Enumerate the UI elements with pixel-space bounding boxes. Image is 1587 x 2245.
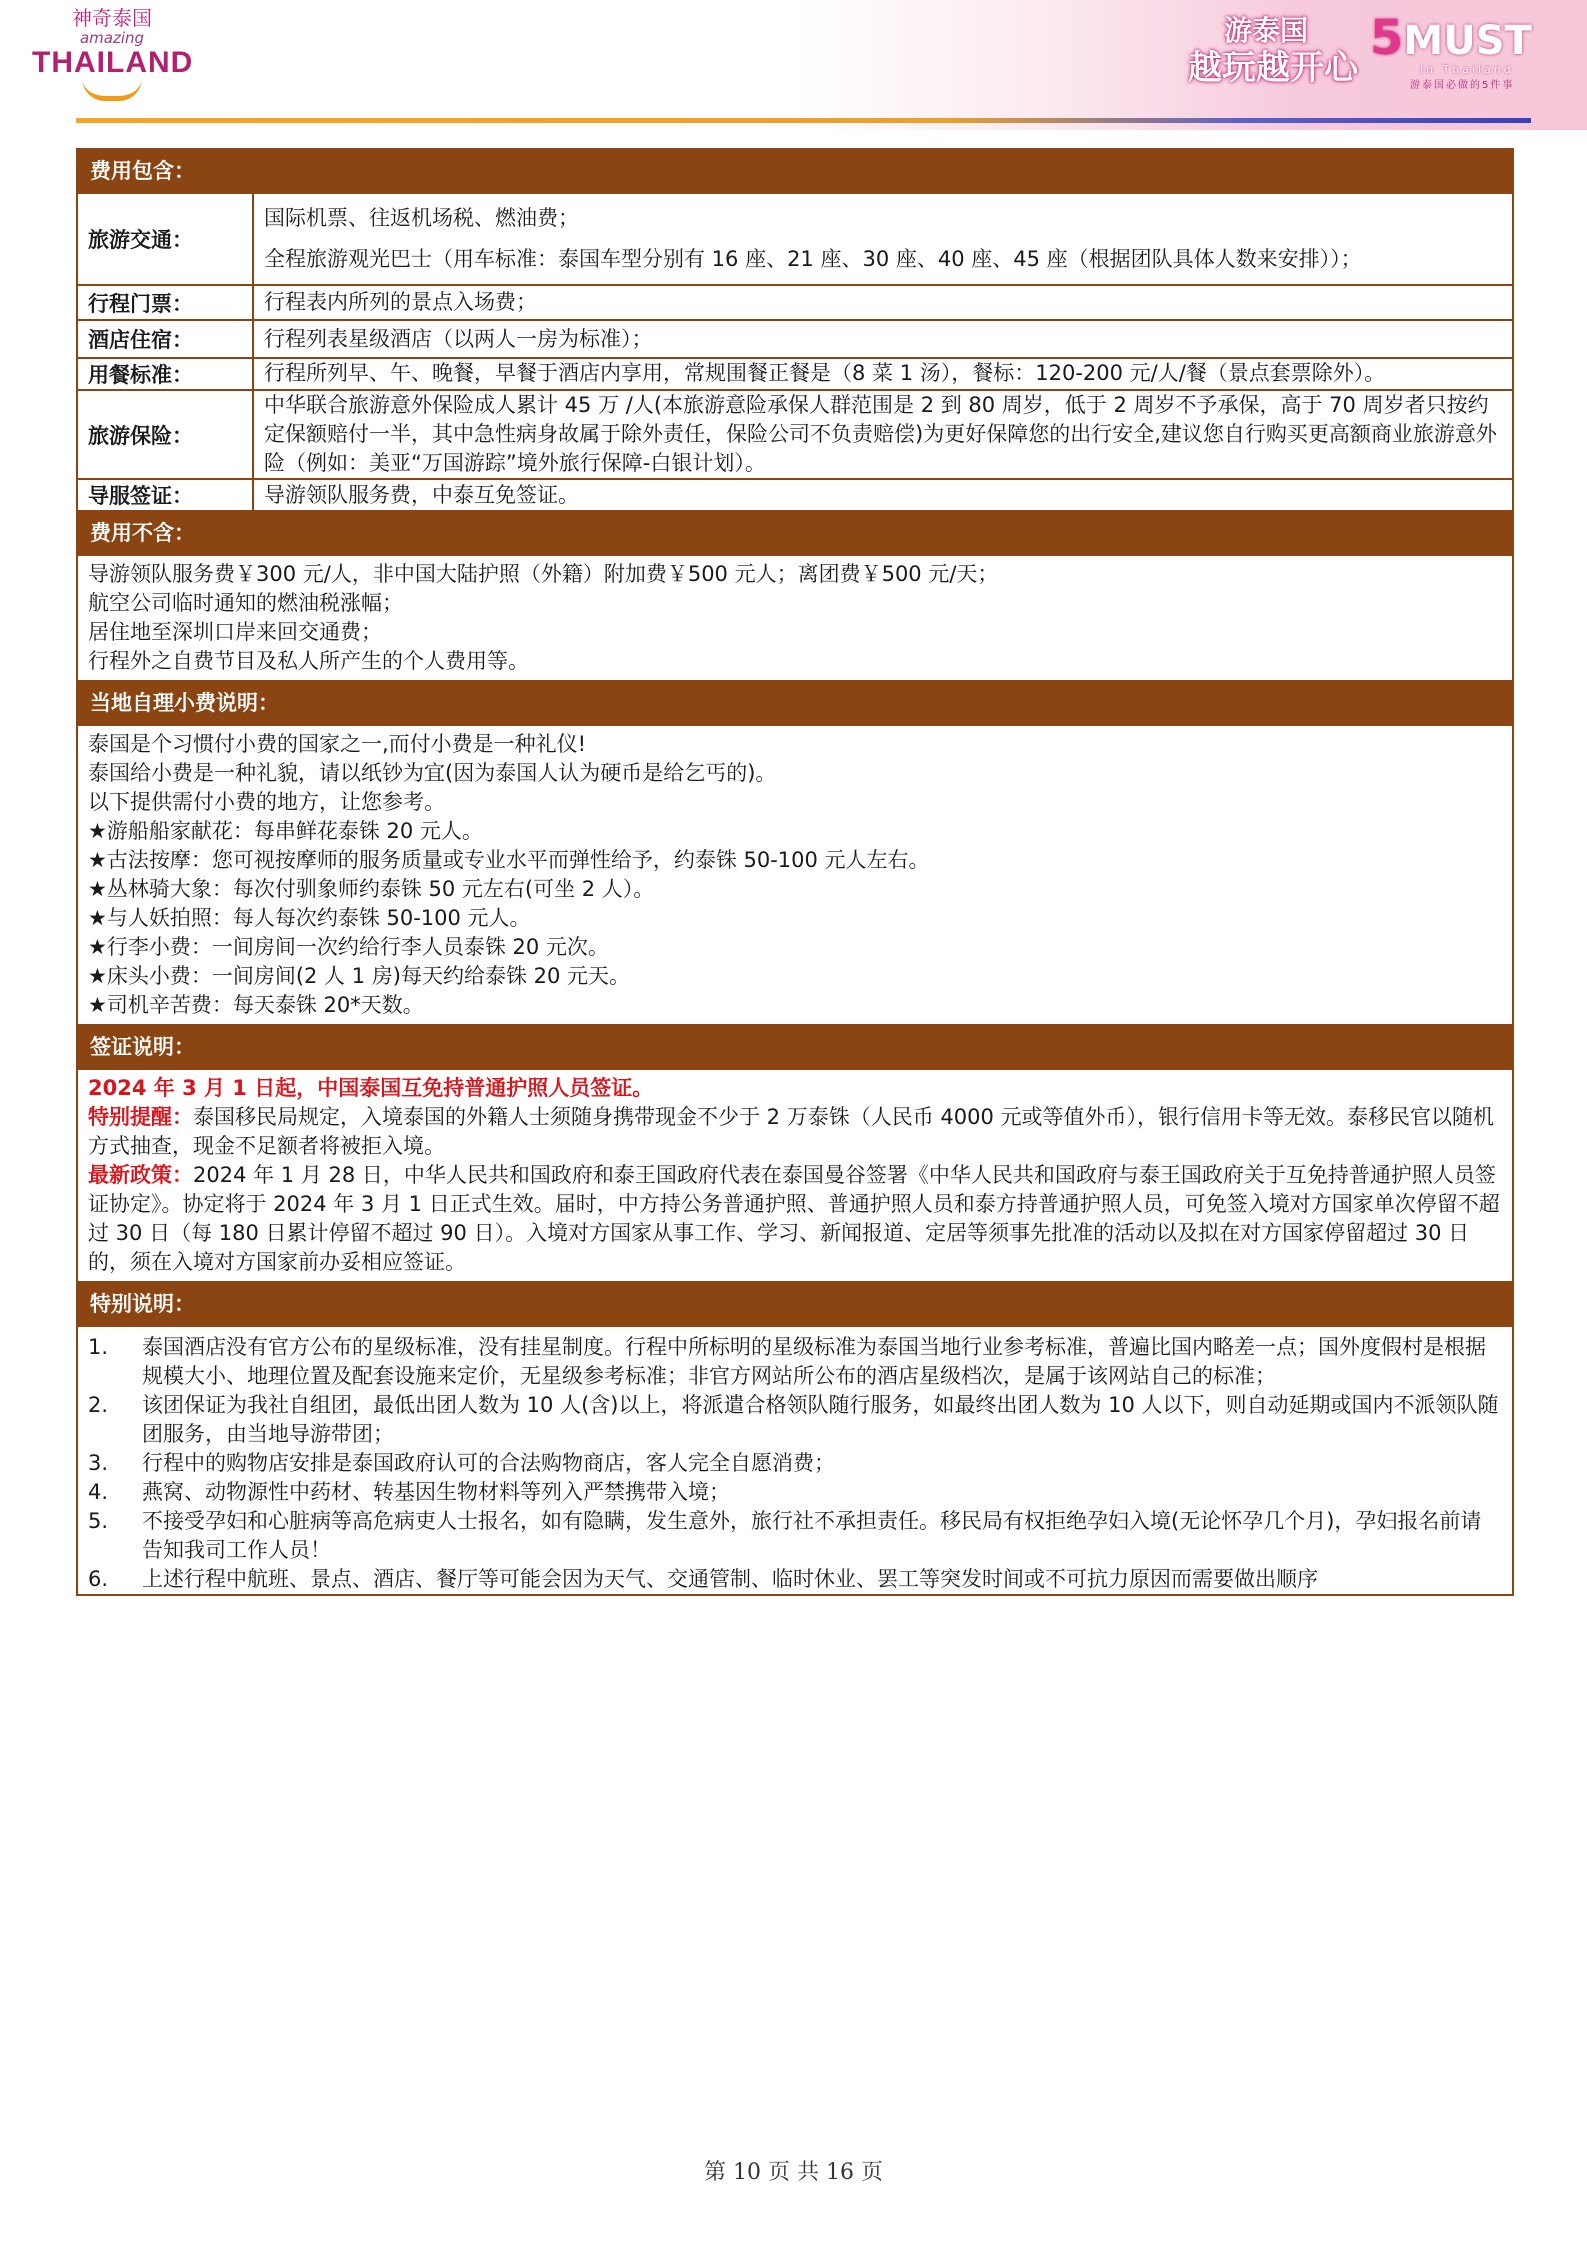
- item-number: 1.: [88, 1335, 109, 1359]
- row-label: 旅游保险：: [78, 391, 254, 478]
- logo-amazing-text: amazing: [79, 29, 145, 47]
- slogan-logo: [1188, 14, 1358, 94]
- page-footer: 第 10 页 共 16 页: [704, 2160, 883, 2185]
- slogan-line-1: 游泰国: [1224, 14, 1309, 47]
- excluded-content: [78, 554, 1512, 680]
- excluded-line: 居住地至深圳口岸来回交通费；: [88, 620, 382, 644]
- list-item: [88, 1391, 1502, 1449]
- included-row: [78, 284, 1512, 319]
- must-title: [1370, 10, 1532, 66]
- itinerary-table: [76, 148, 1514, 1596]
- amazing-thailand-logo: [32, 6, 192, 111]
- visa-content: [78, 1068, 1512, 1281]
- logo-cn-text: 神奇泰国: [72, 6, 152, 30]
- policy-label: 最新政策：: [88, 1163, 193, 1187]
- row-value: [254, 359, 1512, 389]
- row-line: 行程表内所列的景点入场费；: [264, 290, 537, 314]
- row-line: 全程旅游观光巴士（用车标准：泰国车型分别有 16 座、21 座、30 座、40 座、45 座（根据团队具体人数来安排））；: [264, 247, 1362, 271]
- included-row: [78, 389, 1512, 478]
- row-line: 行程列表星级酒店（以两人一房为标准）；: [264, 327, 653, 351]
- visa-headline: 2024 年 3 月 1 日起，中国泰国互免持普通护照人员签证。: [88, 1076, 654, 1100]
- list-item: [88, 1333, 1502, 1391]
- list-item: [88, 1478, 1502, 1507]
- row-label: 旅游交通：: [78, 194, 254, 284]
- visa-policy: [88, 1161, 1502, 1277]
- row-value: [254, 391, 1512, 478]
- logo-thailand-text: THAILAND: [32, 46, 194, 79]
- tips-title: 当地自理小费说明：: [78, 680, 1512, 724]
- excluded-line: 行程外之自费节目及私人所产生的个人费用等。: [88, 649, 529, 673]
- list-item: [88, 1565, 1502, 1594]
- slogan-line-2: 越玩越开心: [1188, 48, 1358, 88]
- reminder-text: 泰国移民局规定，入境泰国的外籍人士须随身携带现金不少于 2 万泰铢（人民币 4000 元或等值外币），银行信用卡等无效。泰移民官以随机方式抽查，现金不足额者将被拒入境。: [88, 1105, 1495, 1158]
- included-row: [78, 192, 1512, 284]
- must-cn: 游泰国必做的5件事: [1410, 80, 1515, 91]
- included-row: [78, 357, 1512, 389]
- row-line: 国际机票、往返机场税、燃油费；: [264, 206, 579, 230]
- row-label: 行程门票：: [78, 286, 254, 319]
- row-value: [254, 194, 1512, 284]
- excluded-title: 费用不含：: [78, 510, 1512, 554]
- row-value: [254, 480, 1512, 510]
- special-list: [78, 1325, 1512, 1594]
- tips-line: ★游船船家献花：每串鲜花泰铢 20 元人。: [88, 819, 483, 843]
- included-row: [78, 478, 1512, 510]
- row-value: [254, 321, 1512, 357]
- item-text: 上述行程中航班、景点、酒店、餐厅等可能会因为天气、交通管制、临时休业、罢工等突发时间或不可抗力原因而需要做出顺序: [142, 1567, 1318, 1591]
- header-divider: [76, 118, 1531, 123]
- item-text: 不接受孕妇和心脏病等高危病吏人士报名，如有隐瞒，发生意外，旅行社不承担责任。移民局有权拒绝孕妇入境(无论怀孕几个月)，孕妇报名前请告知我司工作人员！: [142, 1509, 1482, 1562]
- row-line: 中华联合旅游意外保险成人累计 45 万 /人(本旅游意险承保人群范围是 2 到 80 周岁，低于 2 周岁不予承保，高于 70 周岁者只按约定保额赔付一半，其中急性病身故属于除外责任，保险公司不负责赔偿)为更好保障您的出行安全,建议您自行购买更高额商业旅游意外险（例如：美亚“万国游踪”境外旅行保障-白银计划）。: [264, 393, 1497, 475]
- must-logo: [1370, 10, 1532, 96]
- row-value: [254, 286, 1512, 319]
- reminder-label: 特别提醒：: [88, 1105, 193, 1129]
- item-text: 行程中的购物店安排是泰国政府认可的合法购物商店，客人完全自愿消费；: [142, 1451, 835, 1475]
- excluded-line: 导游领队服务费￥300 元/人，非中国大陆护照（外籍）附加费￥500 元人；离团费￥500 元/天；: [88, 562, 999, 586]
- row-line: 导游领队服务费，中泰互免签证。: [264, 483, 579, 507]
- tips-line: ★行李小费：一间房间一次约给行李人员泰铢 20 元次。: [88, 935, 609, 959]
- tips-line: ★与人妖拍照：每人每次约泰铢 50-100 元人。: [88, 906, 531, 930]
- list-item: [88, 1507, 1502, 1565]
- visa-reminder: [88, 1103, 1502, 1161]
- item-number: 2.: [88, 1393, 109, 1417]
- tips-content: [78, 724, 1512, 1024]
- row-label: 酒店住宿：: [78, 321, 254, 357]
- item-number: 6.: [88, 1567, 109, 1591]
- must-number: 5: [1370, 10, 1404, 66]
- tips-line: 以下提供需付小费的地方，让您参考。: [88, 790, 445, 814]
- must-word: MUST: [1403, 18, 1532, 64]
- list-item: [88, 1449, 1502, 1478]
- item-number: 4.: [88, 1480, 109, 1504]
- item-text: 燕窝、动物源性中药材、转基因生物材料等列入严禁携带入境；: [142, 1480, 730, 1504]
- tips-line: 泰国给小费是一种礼貌，请以纸钞为宜(因为泰国人认为硬币是给乞丐的)。: [88, 761, 777, 785]
- included-title: 费用包含：: [78, 150, 1512, 192]
- visa-title: 签证说明：: [78, 1024, 1512, 1068]
- row-line: 行程所列早、午、晚餐，早餐于酒店内享用，常规围餐正餐是（8 菜 1 汤），餐标：120-200 元/人/餐（景点套票除外）。: [264, 361, 1386, 385]
- special-title: 特别说明：: [78, 1281, 1512, 1325]
- item-number: 5.: [88, 1509, 109, 1533]
- must-sub: in Thailand: [1420, 63, 1514, 76]
- policy-text: 2024 年 1 月 28 日，中华人民共和国政府和泰王国政府代表在泰国曼谷签署《中华人民共和国政府与泰王国政府关于互免持普通护照人员签证协定》。协定将于 2024 年 3 月 1 日正式生效。届时，中方持公务普通护照、普通护照人员和泰方持普通护照人员，可免签入境对方国家单次停留不超过 30 日（每 180 日累计停留不超过 90 日）。入境对方国家从事工作、学习、新闻报道、定居等须事先批准的活动以及拟在对方国家停留超过 30 日的，须在入境对方国家前办妥相应签证。: [88, 1163, 1500, 1274]
- tips-line: ★司机辛苦费：每天泰铢 20*天数。: [88, 993, 424, 1017]
- tips-line: ★丛林骑大象：每次付驯象师约泰铢 50 元左右(可坐 2 人）。: [88, 877, 655, 901]
- tips-line: 泰国是个习惯付小费的国家之一,而付小费是一种礼仪!: [88, 732, 587, 756]
- logo-swoosh-icon: [82, 78, 142, 101]
- tips-line: ★古法按摩：您可视按摩师的服务质量或专业水平而弹性给予，约泰铢 50-100 元人左右。: [88, 848, 930, 872]
- item-number: 3.: [88, 1451, 109, 1475]
- item-text: 泰国酒店没有官方公布的星级标准，没有挂星制度。行程中所标明的星级标准为泰国当地行业参考标准，普遍比国内略差一点；国外度假村是根据规模大小、地理位置及配套设施来定价，无星级参考标准；非官方网站所公布的酒店星级档次，是属于该网站自己的标准；: [142, 1335, 1486, 1388]
- excluded-line: 航空公司临时通知的燃油税涨幅；: [88, 591, 403, 615]
- row-label: 导服签证：: [78, 480, 254, 510]
- row-label: 用餐标准：: [78, 359, 254, 389]
- tips-line: ★床头小费：一间房间(2 人 1 房)每天约给泰铢 20 元天。: [88, 964, 631, 988]
- page-header: [0, 0, 1587, 130]
- included-row: [78, 319, 1512, 357]
- item-text: 该团保证为我社自组团，最低出团人数为 10 人(含)以上，将派遣合格领队随行服务，如最终出团人数为 10 人以下，则自动延期或国内不派领队随团服务，由当地导游带团；: [142, 1393, 1499, 1446]
